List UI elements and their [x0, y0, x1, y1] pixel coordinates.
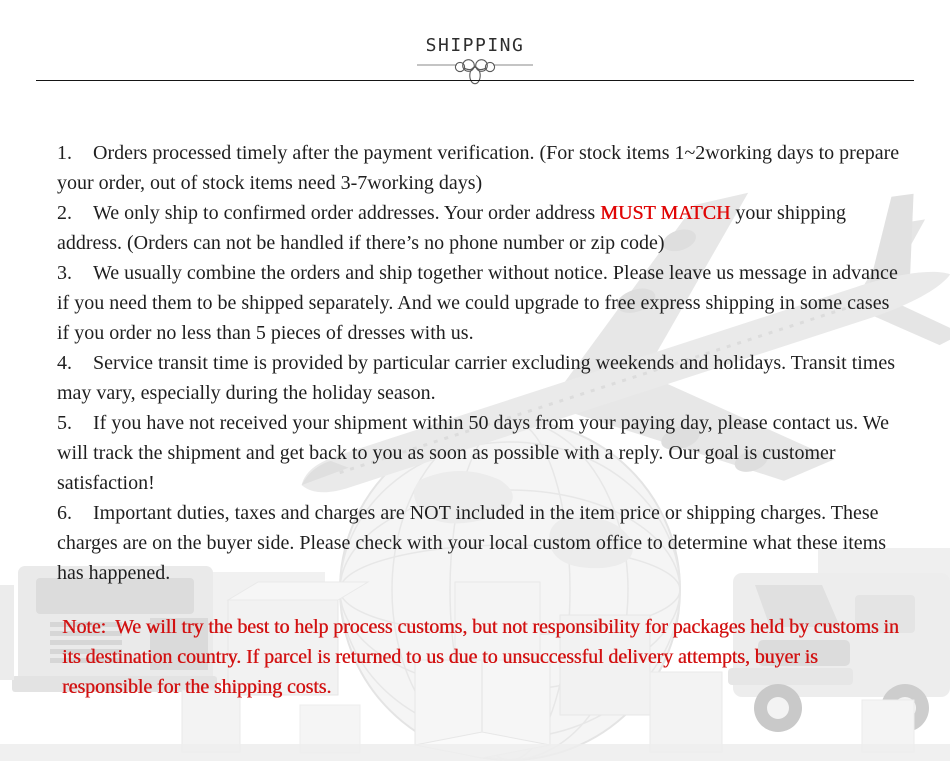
- policy-item: [57, 258, 904, 348]
- note-label: Note:: [62, 616, 106, 638]
- policy-item: [57, 138, 904, 198]
- policy-text: Service transit time is provided by particular carrier excluding weekends and holidays. Transit times may vary, especially during the holiday season.: [57, 352, 896, 404]
- customs-note: [57, 612, 904, 702]
- policy-text: If you have not received your shipment within 50 days from your paying day, please contact us. We will track the shipment and get back to you as soon as possible with a reply. Our goal is customer satisfaction!: [57, 412, 889, 494]
- policy-text: We only ship to confirmed order addresses. Your order address: [93, 202, 601, 224]
- note-text: We will try the best to help process customs, but not responsibility for packages held by customs in its destination country. If parcel is returned to us due to unsuccessful delivery attempts, buyer is responsible for the shipping costs.: [62, 616, 899, 698]
- section-title: SHIPPING: [425, 35, 525, 56]
- policy-number: 1.: [57, 142, 72, 164]
- shipping-content: [57, 138, 904, 702]
- policy-item: [57, 348, 904, 408]
- section-header: [0, 36, 950, 56]
- policy-number: 2.: [57, 202, 72, 224]
- shipping-policy-list: [57, 138, 904, 588]
- divider: [36, 80, 914, 81]
- policy-text: your shipping address. (Orders can not be handled if there’s no phone number or zip code): [57, 202, 846, 254]
- policy-item: [57, 198, 904, 258]
- policy-highlight: MUST MATCH: [600, 202, 731, 224]
- policy-number: 5.: [57, 412, 72, 434]
- policy-item: [57, 408, 904, 498]
- policy-text: We usually combine the orders and ship together without notice. Please leave us message in advance if you need them to be shipped separately. And we could upgrade to free express shipping in some cases if you order no less than 5 pieces of dresses with us.: [57, 262, 898, 344]
- policy-text: Important duties, taxes and charges are NOT included in the item price or shipping charges. These charges are on the buyer side. Please check with your local custom office to determine what these items has happened.: [57, 502, 886, 584]
- policy-number: 6.: [57, 502, 72, 524]
- policy-item: [57, 498, 904, 588]
- policy-text: Orders processed timely after the payment verification. (For stock items 1~2working days to prepare your order, out of stock items need 3-7working days): [57, 142, 900, 194]
- policy-number: 4.: [57, 352, 72, 374]
- policy-number: 3.: [57, 262, 72, 284]
